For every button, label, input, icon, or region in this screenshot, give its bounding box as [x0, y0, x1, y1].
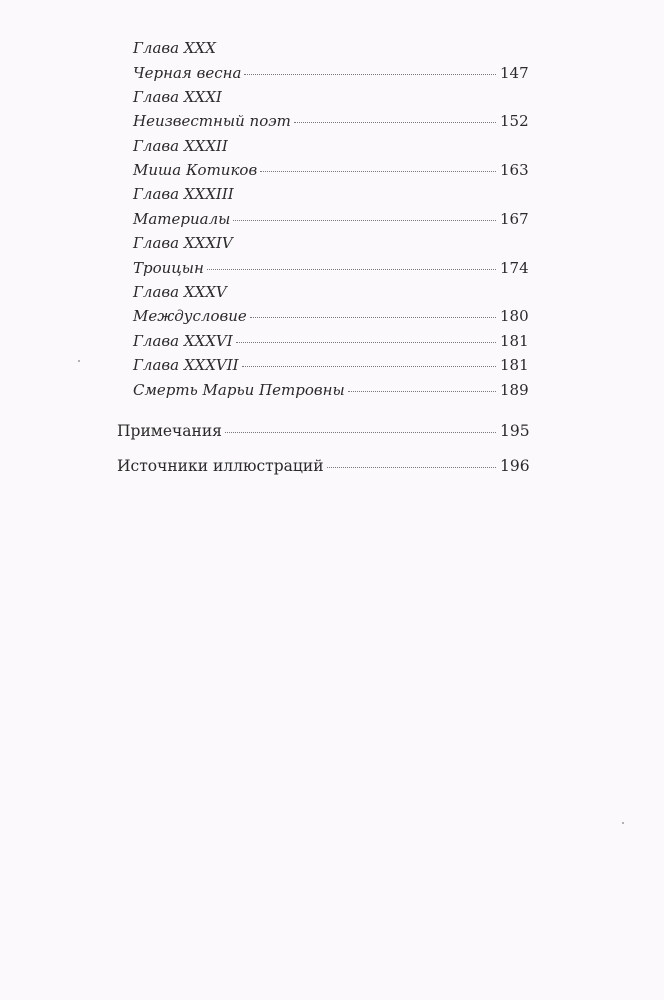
dot-leader — [207, 269, 496, 270]
section-title: Примечания — [117, 422, 222, 440]
chapter-34-entry — [133, 258, 528, 278]
dot-leader — [348, 391, 496, 392]
chapter-33-entry — [133, 209, 528, 229]
page-number: 152 — [500, 112, 529, 130]
page-number: 167 — [500, 210, 529, 228]
dot-leader — [236, 342, 496, 343]
page-number: 195 — [500, 422, 530, 440]
notes-entry — [117, 421, 528, 441]
page-number: 174 — [500, 259, 529, 277]
chapter-heading: Глава XXXV — [133, 283, 227, 301]
dot-leader — [250, 317, 496, 318]
page-number: 189 — [500, 381, 529, 399]
page-number: 196 — [500, 457, 530, 475]
page-number: 180 — [500, 307, 529, 325]
chapter-heading: Глава XXXI — [133, 88, 222, 106]
chapter-title: Смерть Марьи Петровны — [133, 381, 345, 399]
chapter-31-heading — [133, 87, 528, 107]
dot-leader — [242, 366, 496, 367]
chapter-title: Материалы — [133, 210, 231, 228]
chapter-heading: Глава XXXIII — [133, 185, 234, 203]
dot-leader — [244, 74, 496, 75]
chapter-heading: Глава XXXVII — [133, 356, 239, 374]
chapter-title: Междусловие — [133, 307, 247, 325]
chapter-37-title-entry — [133, 380, 528, 400]
dot-leader — [260, 171, 496, 172]
chapter-36-entry — [133, 331, 528, 351]
chapter-31-entry — [133, 111, 528, 131]
page-number: 181 — [500, 332, 529, 350]
chapter-35-entry — [133, 306, 528, 326]
chapter-title: Троицын — [133, 259, 204, 277]
dot-leader — [327, 467, 496, 468]
chapter-heading: Глава XXXVI — [133, 332, 233, 350]
chapter-34-heading — [133, 233, 528, 253]
page-number: 147 — [500, 64, 529, 82]
chapter-heading: Глава XXX — [133, 39, 216, 57]
page-number: 181 — [500, 356, 529, 374]
chapter-title: Миша Котиков — [133, 161, 258, 179]
illustration-sources-entry — [117, 456, 528, 476]
section-title: Источники иллюстраций — [117, 457, 324, 475]
paper-speck — [78, 360, 80, 362]
page-number: 163 — [500, 161, 529, 179]
chapter-30-entry — [133, 63, 528, 83]
chapter-heading: Глава XXXIV — [133, 234, 233, 252]
chapter-33-heading — [133, 184, 528, 204]
chapter-37-entry — [133, 355, 528, 375]
chapter-32-heading — [133, 136, 528, 156]
chapter-title: Неизвестный поэт — [133, 112, 291, 130]
chapter-35-heading — [133, 282, 528, 302]
dot-leader — [225, 432, 496, 433]
chapter-heading: Глава XXXII — [133, 137, 228, 155]
chapter-32-entry — [133, 160, 528, 180]
paper-speck — [622, 822, 624, 824]
chapter-30-heading — [133, 38, 528, 58]
chapter-title: Черная весна — [133, 64, 242, 82]
dot-leader — [294, 122, 496, 123]
dot-leader — [233, 220, 496, 221]
